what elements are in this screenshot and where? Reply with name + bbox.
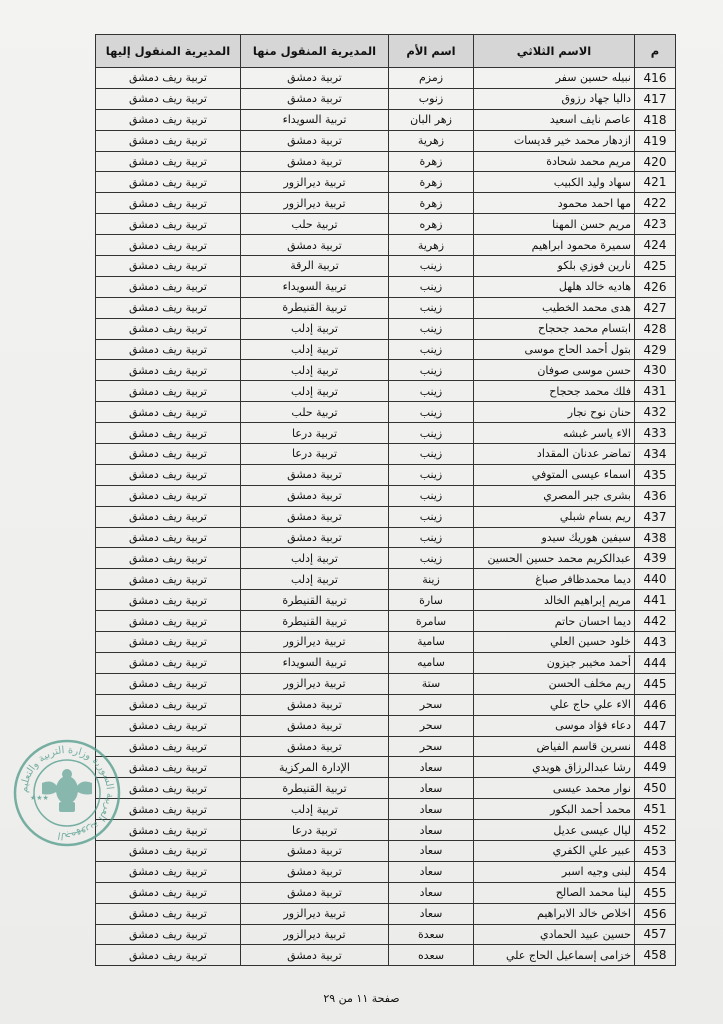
cell-to: تربية ريف دمشق — [96, 464, 241, 485]
cell-mother: سحر — [389, 736, 474, 757]
table-row — [96, 652, 676, 673]
cell-from: تربية دمشق — [241, 945, 389, 966]
page-number: صفحة ١١ من ٢٩ — [323, 992, 400, 1005]
cell-num: 421 — [635, 172, 676, 193]
cell-from: تربية إدلب — [241, 318, 389, 339]
cell-name: دعاء فؤاد موسى — [474, 715, 635, 736]
cell-from: تربية إدلب — [241, 360, 389, 381]
header-num: م — [635, 35, 676, 68]
table-row — [96, 109, 676, 130]
table-row — [96, 276, 676, 297]
cell-from: تربية القنيطرة — [241, 778, 389, 799]
table-row — [96, 130, 676, 151]
cell-mother: زهرة — [389, 193, 474, 214]
cell-mother: سعاد — [389, 882, 474, 903]
cell-name: ليال عيسى عديل — [474, 820, 635, 841]
cell-to: تربية ريف دمشق — [96, 820, 241, 841]
cell-to: تربية ريف دمشق — [96, 903, 241, 924]
cell-from: تربية إدلب — [241, 799, 389, 820]
cell-from: تربية السويداء — [241, 276, 389, 297]
cell-to: تربية ريف دمشق — [96, 360, 241, 381]
cell-mother: زهرية — [389, 235, 474, 256]
cell-to: تربية ريف دمشق — [96, 840, 241, 861]
cell-to: تربية ريف دمشق — [96, 339, 241, 360]
cell-num: 454 — [635, 861, 676, 882]
cell-from: تربية إدلب — [241, 548, 389, 569]
table-row — [96, 736, 676, 757]
cell-num: 445 — [635, 673, 676, 694]
cell-name: نسرين قاسم الفياض — [474, 736, 635, 757]
cell-num: 425 — [635, 256, 676, 277]
cell-from: تربية القنيطرة — [241, 611, 389, 632]
cell-to: تربية ريف دمشق — [96, 318, 241, 339]
cell-mother: زينب — [389, 360, 474, 381]
cell-from: تربية ديرالزور — [241, 172, 389, 193]
table-row — [96, 632, 676, 653]
cell-mother: سعاد — [389, 861, 474, 882]
cell-name: خلود حسين العلي — [474, 632, 635, 653]
cell-num: 431 — [635, 381, 676, 402]
cell-mother: سامرة — [389, 611, 474, 632]
cell-num: 450 — [635, 778, 676, 799]
cell-mother: سعاد — [389, 757, 474, 778]
table-row — [96, 464, 676, 485]
cell-to: تربية ريف دمشق — [96, 799, 241, 820]
header-from: المديرية المنقول منها — [241, 35, 389, 68]
cell-from: تربية دمشق — [241, 464, 389, 485]
cell-from: تربية القنيطرة — [241, 590, 389, 611]
cell-to: تربية ريف دمشق — [96, 882, 241, 903]
cell-name: خزامى إسماعيل الحاج علي — [474, 945, 635, 966]
table-row — [96, 423, 676, 444]
cell-name: مريم حسن المهنا — [474, 214, 635, 235]
table-row — [96, 235, 676, 256]
cell-to: تربية ريف دمشق — [96, 297, 241, 318]
cell-name: عاصم نايف اسعيد — [474, 109, 635, 130]
table-row — [96, 945, 676, 966]
cell-num: 442 — [635, 611, 676, 632]
header-name: الاسم الثلاثي — [474, 35, 635, 68]
cell-mother: زهره — [389, 214, 474, 235]
table-row — [96, 172, 676, 193]
cell-name: لبنى وجيه اسبر — [474, 861, 635, 882]
cell-num: 458 — [635, 945, 676, 966]
cell-from: تربية درعا — [241, 423, 389, 444]
cell-num: 440 — [635, 569, 676, 590]
ministry-stamp-icon — [12, 738, 122, 848]
cell-to: تربية ريف دمشق — [96, 611, 241, 632]
cell-num: 430 — [635, 360, 676, 381]
cell-name: حنان نوح نجار — [474, 402, 635, 423]
cell-num: 444 — [635, 652, 676, 673]
cell-to: تربية ريف دمشق — [96, 548, 241, 569]
cell-to: تربية ريف دمشق — [96, 444, 241, 465]
table-row — [96, 68, 676, 89]
table-row — [96, 694, 676, 715]
table-row — [96, 444, 676, 465]
cell-num: 427 — [635, 297, 676, 318]
cell-from: تربية دمشق — [241, 506, 389, 527]
cell-name: حسين عبيد الحمادي — [474, 924, 635, 945]
cell-name: نبيله حسين سفر — [474, 68, 635, 89]
cell-from: تربية السويداء — [241, 652, 389, 673]
cell-num: 451 — [635, 799, 676, 820]
cell-to: تربية ريف دمشق — [96, 88, 241, 109]
cell-mother: سعاد — [389, 903, 474, 924]
cell-num: 437 — [635, 506, 676, 527]
cell-num: 429 — [635, 339, 676, 360]
cell-num: 455 — [635, 882, 676, 903]
table-row — [96, 882, 676, 903]
cell-mother: زينب — [389, 402, 474, 423]
cell-mother: سحر — [389, 715, 474, 736]
cell-num: 422 — [635, 193, 676, 214]
cell-name: مريم إبراهيم الخالد — [474, 590, 635, 611]
cell-to: تربية ريف دمشق — [96, 778, 241, 799]
cell-to: تربية ريف دمشق — [96, 423, 241, 444]
cell-from: تربية دمشق — [241, 68, 389, 89]
cell-to: تربية ريف دمشق — [96, 673, 241, 694]
cell-from: تربية ديرالزور — [241, 903, 389, 924]
cell-mother: سعدة — [389, 924, 474, 945]
transfer-table — [95, 34, 676, 966]
cell-to: تربية ريف دمشق — [96, 402, 241, 423]
header-to: المديرية المنقول إليها — [96, 35, 241, 68]
cell-num: 428 — [635, 318, 676, 339]
cell-mother: زينب — [389, 548, 474, 569]
cell-from: تربية دمشق — [241, 235, 389, 256]
cell-to: تربية ريف دمشق — [96, 652, 241, 673]
cell-mother: زينب — [389, 464, 474, 485]
table-row — [96, 569, 676, 590]
cell-from: تربية درعا — [241, 444, 389, 465]
cell-name: بشرى جبر المصري — [474, 485, 635, 506]
svg-text:الجمهورية العربية السورية وزار: الجمهورية العربية السورية وزارة التربية والتعليم — [18, 744, 116, 842]
cell-mother: سعاد — [389, 840, 474, 861]
table-row — [96, 485, 676, 506]
cell-mother: زنوب — [389, 88, 474, 109]
table-row — [96, 548, 676, 569]
cell-to: تربية ريف دمشق — [96, 861, 241, 882]
cell-to: تربية ريف دمشق — [96, 527, 241, 548]
cell-num: 439 — [635, 548, 676, 569]
cell-mother: زينب — [389, 506, 474, 527]
table-row — [96, 297, 676, 318]
table-row — [96, 381, 676, 402]
cell-from: تربية دمشق — [241, 151, 389, 172]
cell-num: 438 — [635, 527, 676, 548]
table-row — [96, 924, 676, 945]
table-row — [96, 715, 676, 736]
cell-mother: زينب — [389, 444, 474, 465]
cell-name: هاديه خالد هلهل — [474, 276, 635, 297]
cell-num: 457 — [635, 924, 676, 945]
table-row — [96, 903, 676, 924]
cell-name: بتول أحمد الحاج موسى — [474, 339, 635, 360]
cell-to: تربية ريف دمشق — [96, 109, 241, 130]
cell-mother: ساميه — [389, 652, 474, 673]
cell-name: ديما محمدظافر صباغ — [474, 569, 635, 590]
cell-num: 418 — [635, 109, 676, 130]
cell-name: حسن موسى صوفان — [474, 360, 635, 381]
cell-mother: زهرة — [389, 151, 474, 172]
cell-mother: زينب — [389, 297, 474, 318]
table-header-row — [96, 35, 676, 68]
cell-from: تربية ديرالزور — [241, 632, 389, 653]
cell-num: 419 — [635, 130, 676, 151]
cell-to: تربية ريف دمشق — [96, 569, 241, 590]
cell-mother: زينب — [389, 318, 474, 339]
cell-name: داليا جهاد رزوق — [474, 88, 635, 109]
cell-name: أحمد مخيبر جيزون — [474, 652, 635, 673]
cell-mother: زهرة — [389, 172, 474, 193]
cell-mother: زينب — [389, 276, 474, 297]
cell-name: فلك محمد جحجاح — [474, 381, 635, 402]
cell-num: 452 — [635, 820, 676, 841]
cell-num: 436 — [635, 485, 676, 506]
cell-mother: زهرية — [389, 130, 474, 151]
cell-from: الإدارة المركزية — [241, 757, 389, 778]
cell-name: نوار محمد عيسى — [474, 778, 635, 799]
cell-to: تربية ريف دمشق — [96, 130, 241, 151]
cell-mother: زمزم — [389, 68, 474, 89]
table-row — [96, 861, 676, 882]
cell-name: تماضر عدنان المقداد — [474, 444, 635, 465]
cell-to: تربية ريف دمشق — [96, 235, 241, 256]
header-mother: اسم الأم — [389, 35, 474, 68]
cell-name: عبدالكريم محمد حسين الحسين — [474, 548, 635, 569]
cell-from: تربية دمشق — [241, 840, 389, 861]
table-row — [96, 673, 676, 694]
cell-num: 434 — [635, 444, 676, 465]
cell-to: تربية ريف دمشق — [96, 256, 241, 277]
cell-mother: زينة — [389, 569, 474, 590]
table-row — [96, 193, 676, 214]
cell-name: ابتسام محمد جحجاح — [474, 318, 635, 339]
cell-to: تربية ريف دمشق — [96, 214, 241, 235]
cell-mother: ستة — [389, 673, 474, 694]
cell-from: تربية دمشق — [241, 88, 389, 109]
cell-num: 453 — [635, 840, 676, 861]
cell-to: تربية ريف دمشق — [96, 736, 241, 757]
cell-mother: سحر — [389, 694, 474, 715]
cell-from: تربية حلب — [241, 214, 389, 235]
cell-num: 416 — [635, 68, 676, 89]
table-row — [96, 360, 676, 381]
cell-to: تربية ريف دمشق — [96, 757, 241, 778]
table-row — [96, 402, 676, 423]
cell-to: تربية ريف دمشق — [96, 506, 241, 527]
cell-name: محمد أحمد البكور — [474, 799, 635, 820]
cell-to: تربية ريف دمشق — [96, 68, 241, 89]
cell-to: تربية ريف دمشق — [96, 590, 241, 611]
cell-name: ريم مخلف الحسن — [474, 673, 635, 694]
svg-text:★★★: ★★★ — [30, 794, 49, 802]
cell-num: 423 — [635, 214, 676, 235]
table-row — [96, 611, 676, 632]
table-row — [96, 214, 676, 235]
cell-mother: سعاد — [389, 799, 474, 820]
cell-mother: سعاد — [389, 778, 474, 799]
table-row — [96, 757, 676, 778]
cell-name: عبير علي الكفري — [474, 840, 635, 861]
cell-num: 432 — [635, 402, 676, 423]
cell-from: تربية دمشق — [241, 736, 389, 757]
table-row — [96, 820, 676, 841]
cell-mother: سامية — [389, 632, 474, 653]
cell-to: تربية ريف دمشق — [96, 715, 241, 736]
table-row — [96, 88, 676, 109]
cell-mother: زينب — [389, 339, 474, 360]
cell-from: تربية ديرالزور — [241, 924, 389, 945]
table-row — [96, 506, 676, 527]
cell-from: تربية إدلب — [241, 381, 389, 402]
cell-name: لينا محمد الصالح — [474, 882, 635, 903]
cell-to: تربية ريف دمشق — [96, 381, 241, 402]
table-row — [96, 799, 676, 820]
cell-from: تربية دمشق — [241, 485, 389, 506]
cell-from: تربية حلب — [241, 402, 389, 423]
cell-num: 420 — [635, 151, 676, 172]
table-body — [96, 68, 676, 966]
cell-name: الاء ياسر غبشه — [474, 423, 635, 444]
cell-name: اسماء عيسى المتوفي — [474, 464, 635, 485]
cell-mother: سعاد — [389, 820, 474, 841]
cell-num: 448 — [635, 736, 676, 757]
cell-mother: زينب — [389, 256, 474, 277]
cell-name: مها احمد محمود — [474, 193, 635, 214]
cell-from: تربية درعا — [241, 820, 389, 841]
cell-from: تربية السويداء — [241, 109, 389, 130]
cell-mother: زينب — [389, 527, 474, 548]
cell-num: 456 — [635, 903, 676, 924]
cell-from: تربية القنيطرة — [241, 297, 389, 318]
cell-to: تربية ريف دمشق — [96, 632, 241, 653]
table-row — [96, 778, 676, 799]
cell-name: ازدهار محمد خير قديسات — [474, 130, 635, 151]
cell-num: 446 — [635, 694, 676, 715]
table-row — [96, 318, 676, 339]
cell-num: 417 — [635, 88, 676, 109]
cell-from: تربية دمشق — [241, 527, 389, 548]
cell-to: تربية ريف دمشق — [96, 172, 241, 193]
cell-from: تربية دمشق — [241, 861, 389, 882]
cell-mother: سعده — [389, 945, 474, 966]
cell-from: تربية دمشق — [241, 882, 389, 903]
cell-name: ريم بسام شبلي — [474, 506, 635, 527]
cell-to: تربية ريف دمشق — [96, 924, 241, 945]
cell-to: تربية ريف دمشق — [96, 945, 241, 966]
cell-num: 441 — [635, 590, 676, 611]
table-row — [96, 151, 676, 172]
cell-mother: زينب — [389, 381, 474, 402]
cell-from: تربية الرقة — [241, 256, 389, 277]
cell-to: تربية ريف دمشق — [96, 276, 241, 297]
cell-from: تربية إدلب — [241, 569, 389, 590]
table-row — [96, 256, 676, 277]
cell-num: 424 — [635, 235, 676, 256]
cell-num: 433 — [635, 423, 676, 444]
cell-num: 449 — [635, 757, 676, 778]
cell-name: سيفين هوريك سيدو — [474, 527, 635, 548]
cell-name: اخلاص خالد الابراهيم — [474, 903, 635, 924]
cell-name: سهاد وليد الكبيب — [474, 172, 635, 193]
cell-to: تربية ريف دمشق — [96, 151, 241, 172]
cell-from: تربية دمشق — [241, 715, 389, 736]
cell-from: تربية ديرالزور — [241, 193, 389, 214]
cell-name: مريم محمد شحادة — [474, 151, 635, 172]
cell-name: نارين فوزي بلكو — [474, 256, 635, 277]
cell-name: هدى محمد الخطيب — [474, 297, 635, 318]
table-row — [96, 840, 676, 861]
cell-to: تربية ريف دمشق — [96, 485, 241, 506]
cell-mother: سارة — [389, 590, 474, 611]
cell-num: 447 — [635, 715, 676, 736]
cell-name: رشا عبدالرزاق هويدي — [474, 757, 635, 778]
cell-from: تربية إدلب — [241, 339, 389, 360]
cell-to: تربية ريف دمشق — [96, 694, 241, 715]
table-row — [96, 590, 676, 611]
cell-mother: زينب — [389, 485, 474, 506]
cell-num: 426 — [635, 276, 676, 297]
cell-name: ديما احسان حاتم — [474, 611, 635, 632]
cell-num: 435 — [635, 464, 676, 485]
table-row — [96, 339, 676, 360]
cell-from: تربية دمشق — [241, 694, 389, 715]
cell-name: الاء علي حاج علي — [474, 694, 635, 715]
cell-mother: زهر البان — [389, 109, 474, 130]
cell-to: تربية ريف دمشق — [96, 193, 241, 214]
cell-from: تربية ديرالزور — [241, 673, 389, 694]
cell-from: تربية دمشق — [241, 130, 389, 151]
cell-name: سميرة محمود ابراهيم — [474, 235, 635, 256]
cell-mother: زينب — [389, 423, 474, 444]
cell-num: 443 — [635, 632, 676, 653]
table-row — [96, 527, 676, 548]
